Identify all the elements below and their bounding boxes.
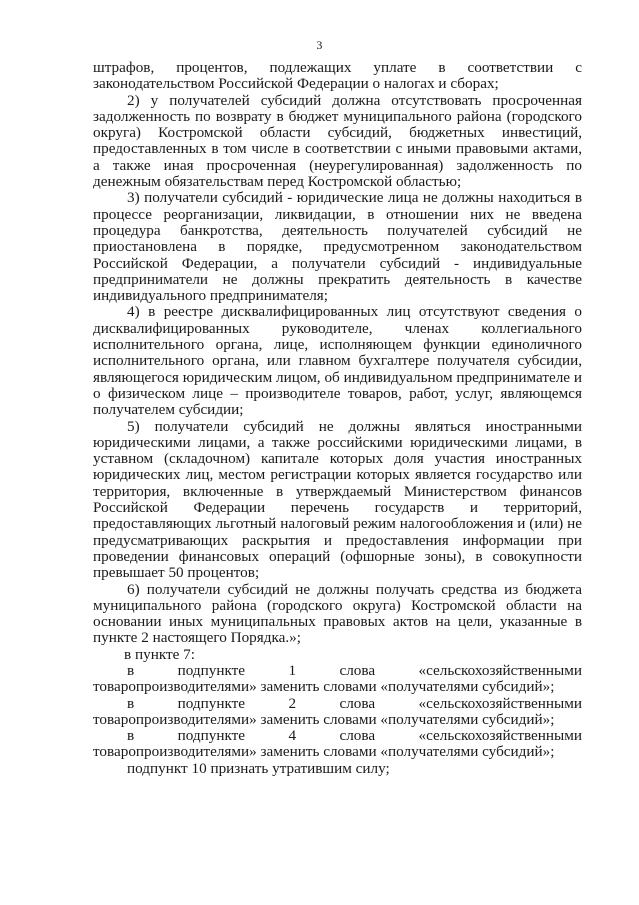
paragraph-subpoint-2: в подпункте 2 слова «сельскохозяйственными товаропроизводителями» заменить словами «получателями субсидий»; [93,694,582,728]
document-body [93,60,582,777]
paragraph-item-3: 3) получатели субсидий - юридические лица не должны находиться в процессе реорганизации, ликвидации, в отношении них не введена процедура банкротства, деятельность получателей субсидий не приостановлена в порядке, предусмотренном законодательством Российской Федерации, а получатели субсидий - индивидуальные предприниматели не должны прекратить деятельность в качестве индивидуального предпринимателя; [93,189,582,305]
paragraph-item-6: 6) получатели субсидий не должны получать средства из бюджета муниципального района (городского округа) Костромской области на основании иных муниципальных правовых актов на цели, указанные в пункте 2 настоящего Порядка.»; [93,580,582,647]
paragraph-subpoint-10: подпункт 10 признать утратившим силу; [127,759,390,777]
paragraph-item-2: 2) у получателей субсидий должна отсутствовать просроченная задолженность по возврату в бюджет муниципального района (городского округа) Костромской области субсидий, бюджетных инвестиций, предоставленных в том числе в соответствии с иными правовыми актами, а также иная просроченная (неурегулированная) задолженность по денежным обязательствам перед Костромской областью; [93,91,582,191]
page-number: 3 [316,38,323,52]
paragraph-subpoint-1: в подпункте 1 слова «сельскохозяйственными товаропроизводителями» заменить словами «получателями субсидий»; [93,661,582,696]
paragraph-item-4: 4) в реестре дисквалифицированных лиц отсутствуют сведения о дисквалифицированных руководителе, членах коллегиального исполнительного органа, лице, исполняющем функции единоличного исполнительного органа, или главном бухгалтере получателя субсидии, являющегося юридическим лицом, об индивидуальном предпринимателе и о физическом лице – производителе товаров, работ, услуг, являющемся получателем субсидии; [93,303,582,419]
paragraph-item-5: 5) получатели субсидий не должны являться иностранными юридическими лицами, а также российскими юридическими лицами, в уставном (складочном) капитале которых доля участия иностранных юридических лиц, местом регистрации которых является государство или территория, включенные в утверждаемый Министерством финансов Российской Федерации перечень государств и территорий, предоставляющих льготный налоговый режим налогообложения и (или) не предусматривающих раскрытия и предоставления информации при проведении финансовых операций (офшорные зоны), в совокупности превышает 50 процентов; [93,417,582,582]
paragraph-continuation: штрафов, процентов, подлежащих уплате в соответствии с законодательством Российской Федерации о налогах и сборах; [93,59,582,93]
paragraph-point-7-intro: в пункте 7: [124,645,195,663]
paragraph-subpoint-4: в подпункте 4 слова «сельскохозяйственными товаропроизводителями» заменить словами «получателями субсидий»; [93,727,582,761]
